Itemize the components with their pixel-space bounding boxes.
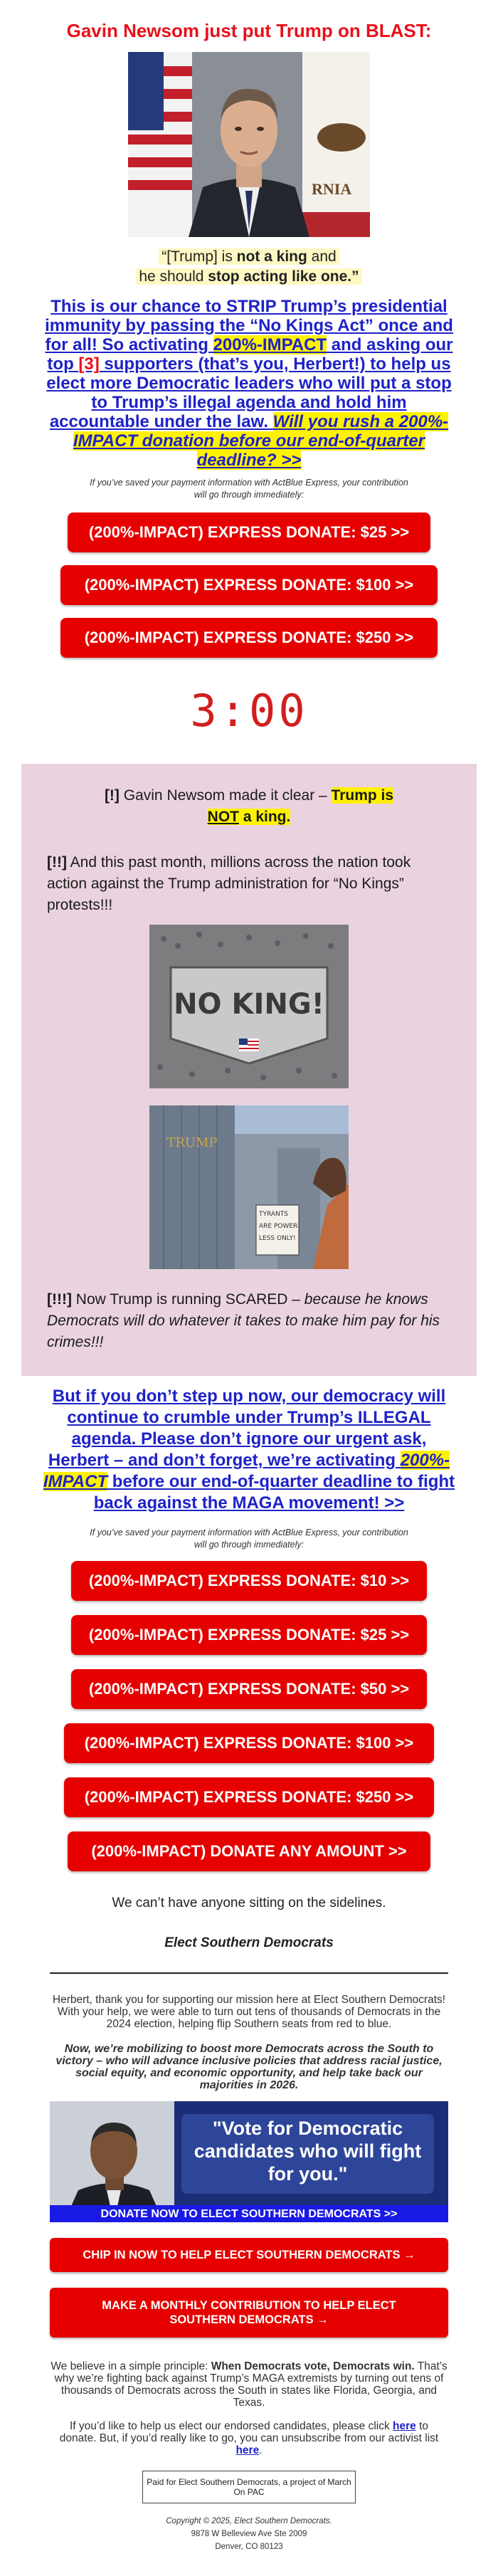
paid-for-disclaimer: Paid for Elect Southern Democrats, a project of March On PAC — [142, 2471, 356, 2503]
donate-25-button[interactable]: (200%-IMPACT) EXPRESS DONATE: $25 >> — [68, 512, 430, 552]
copyright: Copyright © 2025, Elect Southern Democrats. — [166, 2517, 332, 2525]
banner-cta: DONATE NOW TO ELECT SOUTHERN DEMOCRATS >> — [100, 2208, 398, 2220]
pitch-part1: This is our chance to STRIP Trump’s presidential immunity by passing the “No Kings Act” once and for all! So activating — [45, 297, 453, 354]
footer-mobilize: Now, we’re mobilizing to boost more Democrats across the South to victory – who will advance inclusive policies that address racial justice, social equity, and economic opportunity, and help take back our majorities in 2026. — [55, 2043, 443, 2091]
sideline-line: We can’t have anyone sitting on the sidelines. — [112, 1896, 386, 1910]
donate-banner-art — [50, 2101, 448, 2222]
appeal-part2: before our end-of-quarter deadline to fight back against the MAGA movement! >> — [93, 1472, 455, 1513]
appeal-impact: 200%-IMPACT — [43, 1451, 450, 1491]
donate-10-button[interactable]: (200%-IMPACT) EXPRESS DONATE: $10 >> — [71, 1561, 427, 1601]
protest-panel — [21, 764, 477, 1376]
newsom-photo-art — [128, 52, 370, 237]
monthly-contribution-button[interactable]: MAKE A MONTHLY CONTRIBUTION TO HELP ELECT SOUTHERN DEMOCRATS → — [50, 2288, 448, 2338]
p1-highlight-1: Trump is — [331, 787, 394, 804]
donate-100-button-2[interactable]: (200%-IMPACT) EXPRESS DONATE: $100 >> — [64, 1723, 434, 1763]
chip-in-button[interactable]: CHIP IN NOW TO HELP ELECT SOUTHERN DEMOCRATS → — [50, 2238, 448, 2272]
bottom-donate-buttons — [0, 1561, 498, 1871]
quote-bold-not-a-king: not a king — [236, 248, 307, 265]
countdown-timer: 3:00 — [190, 685, 308, 737]
trump-tower-protest-photo — [149, 1105, 349, 1269]
no-king-sign-text: NO KING! — [174, 988, 324, 1021]
trump-tower-protest-art — [149, 1105, 349, 1269]
actblue-note: If you’ve saved your payment information with ActBlue Express, your contribution will go through immediately: — [90, 478, 408, 500]
protest-placard-text: TYRANTS ARE POWER-LESS ONLY! — [259, 1211, 300, 1242]
p1-text: Gavin Newsom made it clear – — [119, 787, 332, 804]
quote-bold-stop: stop acting like one.” — [208, 268, 359, 285]
pink-paragraph-3 — [47, 1289, 451, 1353]
p2-text: And this past month, millions across the nation took action against the Trump administration for “No Kings” protests!!! — [47, 854, 411, 913]
donate-250-button-2[interactable]: (200%-IMPACT) EXPRESS DONATE: $250 >> — [64, 1777, 434, 1817]
trump-tower-sign-text: TRUMP — [166, 1135, 218, 1150]
p1-highlight-not: NOT — [207, 809, 239, 825]
pitch-impact: 200%-IMPACT — [213, 335, 327, 354]
belief-intro: We believe in a simple principle: — [51, 2360, 211, 2372]
quote-mid: and — [307, 248, 337, 265]
appeal-part1: But if you don’t step up now, our democracy will continue to crumble under Trump’s ILLEGAL agenda. Please don’t ignore our urgent ask, Herbert – and don’t forget, we’re activating — [48, 1387, 446, 1470]
belief-paragraph — [0, 2360, 498, 2409]
us-flag-icon — [128, 52, 192, 237]
p3-tag: [!!!] — [47, 1291, 72, 1308]
donate-end: . — [259, 2444, 263, 2456]
banner-quote: "Vote for Democratic candidates who will fight for you." — [194, 2118, 422, 2185]
california-flag-icon — [302, 52, 370, 237]
donate-here-link[interactable]: here — [393, 2420, 416, 2432]
no-king-crowd-photo — [149, 925, 349, 1088]
belief-bold: When Democrats vote, Democrats win. — [211, 2360, 415, 2372]
newsom-quote — [0, 247, 498, 287]
footer-divider — [50, 1972, 448, 1974]
pink-paragraph-2 — [47, 852, 451, 916]
p3-text: Now Trump is running SCARED – — [71, 1291, 304, 1308]
newsom-photo — [128, 52, 370, 237]
appeal-link[interactable] — [0, 1376, 498, 1514]
donate-250-button[interactable]: (200%-IMPACT) EXPRESS DONATE: $250 >> — [60, 618, 438, 658]
unsubscribe-paragraph — [0, 2420, 498, 2456]
footer-thanks: Herbert, thank you for supporting our mission here at Elect Southern Democrats! With your help, we were able to turn out tens of thousands of Democrats in the 2024 election, helping flip Southern seats from red to blue. — [52, 1994, 446, 2030]
actblue-note-2: If you’ve saved your payment information with ActBlue Express, your contribution will go through immediately: — [90, 1528, 408, 1550]
svg-text:RNIA: RNIA — [312, 180, 352, 198]
pitch-part3: supporters (that’s you, Herbert!) to help us elect more Democratic leaders who will put a stop to Trump’s illegal agenda and hold him accountable under the law. — [46, 354, 452, 431]
pitch-part2: and asking our top — [47, 335, 453, 374]
donate-prefix: If you’d like to help us elect our endorsed candidates, please click — [69, 2420, 393, 2432]
address-line-2: Denver, CO 80123 — [215, 2543, 283, 2551]
copyright-block — [0, 2515, 498, 2553]
quote-open: “[Trump] is — [161, 248, 237, 265]
pitch-italic: Will you rush a 200%-IMPACT donation before our end-of-quarter deadline? >> — [73, 412, 449, 470]
quote-line2-prefix: he should — [139, 268, 208, 285]
donate-banner[interactable] — [50, 2101, 448, 2222]
belief-rest: That’s why we’re fighting back against Trump’s MAGA extremists by turning out tens of thousands of Democrats across the South in states like Florida, Georgia, and Texas. — [54, 2360, 447, 2409]
pitch-link[interactable] — [0, 287, 498, 470]
no-king-crowd-art — [149, 925, 349, 1088]
donate-mid: to donate. But, if you’d really like to go, you can unsubscribe from our activist list — [59, 2420, 439, 2444]
top-donate-buttons — [0, 512, 498, 658]
signature: Elect Southern Democrats — [164, 1935, 334, 1950]
donate-100-button[interactable]: (200%-IMPACT) EXPRESS DONATE: $100 >> — [60, 565, 438, 605]
address-line-1: 9878 W Belleview Ave Ste 2009 — [191, 2530, 307, 2538]
donate-50-button[interactable]: (200%-IMPACT) EXPRESS DONATE: $50 >> — [71, 1669, 427, 1709]
donate-25-button-2[interactable]: (200%-IMPACT) EXPRESS DONATE: $25 >> — [71, 1615, 427, 1655]
p1-highlight-2: a king. — [238, 809, 291, 825]
p2-tag: [!!] — [47, 854, 67, 871]
unsubscribe-link[interactable]: here — [235, 2444, 260, 2456]
pink-paragraph-1 — [47, 785, 451, 828]
pitch-count: [3] — [78, 354, 100, 374]
p3-italic: because he knows Democrats will do whatever it takes to make him pay for his crimes!!! — [47, 1291, 440, 1350]
headline: Gavin Newsom just put Trump on BLAST: — [66, 20, 432, 41]
p1-tag: [!] — [104, 787, 120, 804]
donate-any-amount-button[interactable]: (200%-IMPACT) DONATE ANY AMOUNT >> — [68, 1831, 430, 1871]
